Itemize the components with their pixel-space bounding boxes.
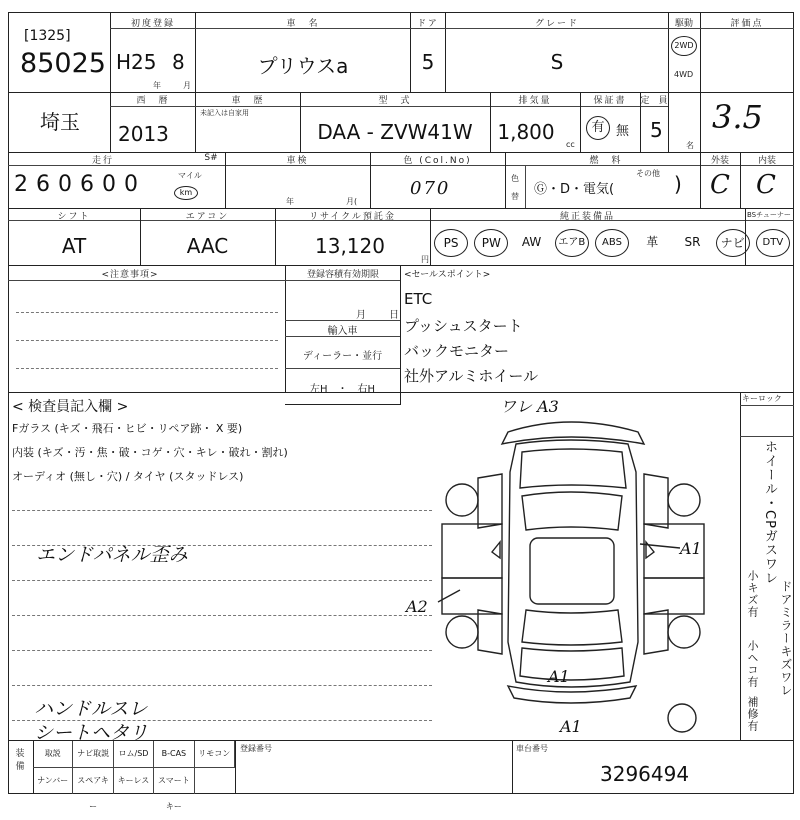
- drive-4wd: 4WD: [674, 70, 694, 79]
- mark-right: A1: [680, 539, 702, 558]
- equipment-item: DTV: [756, 229, 790, 257]
- fender-front-right: [644, 474, 668, 528]
- displacement-header: 排気量: [518, 96, 552, 106]
- recycle-header: リサイクル預託金: [309, 212, 396, 222]
- steer-label: 左H ・ 右H: [309, 384, 376, 395]
- model-header: 型 式: [378, 96, 412, 106]
- wheel-front-right: [668, 484, 700, 516]
- doors-header: ドア: [417, 19, 439, 29]
- warranty-header: 保証書: [593, 96, 627, 106]
- equipment-item: 革: [646, 235, 659, 249]
- notes-header: <注意事項>: [101, 270, 159, 280]
- spare-circle: [668, 704, 696, 732]
- inspector-line-3: オーディオ (無し・穴) / タイヤ (スタッドレス): [12, 470, 244, 483]
- lot-bracket: [1325]: [24, 28, 71, 44]
- bottom-equipment-cell: ナンバー: [33, 768, 73, 794]
- warranty-yes: 有: [586, 116, 610, 140]
- shift-value: AT: [61, 234, 87, 258]
- equipment-item: SR: [684, 235, 701, 249]
- side-text-mirror: ドアミラーキズワレ: [779, 580, 793, 697]
- rear-window: [522, 610, 622, 645]
- import-label: 輸入車: [327, 326, 358, 337]
- inspector-header: < 検査員記入欄 >: [12, 399, 129, 415]
- drive-2wd: 2WD: [671, 36, 697, 56]
- fuel-other: その他: [636, 169, 660, 178]
- bottom-equipment-cell: B-CAS: [154, 741, 194, 767]
- dealer-label: ディーラー・並行: [302, 351, 383, 362]
- sales-point-4: 社外アルミホイール: [404, 367, 539, 385]
- mark-rear: A1: [548, 667, 570, 686]
- reg-expiry-header: 登録容積有効期限: [306, 270, 379, 280]
- inspector-line-2: 内装 (キズ・汚・焦・破・コゲ・穴・キレ・破れ・割れ): [12, 446, 288, 459]
- sales-points-header: <セールスポイント>: [404, 270, 491, 280]
- reg-day-label: 日: [389, 310, 399, 321]
- equipment-item: ナビ: [716, 229, 750, 257]
- sales-point-3: バックモニター: [404, 342, 510, 360]
- grade-value: S: [550, 50, 564, 74]
- model-code: DAA - ZVW41W: [317, 120, 473, 144]
- equipment-item: ABS: [595, 229, 629, 257]
- month-unit: 月: [183, 81, 191, 90]
- bottom-equipment-cell: スペアキー: [73, 768, 113, 794]
- yen-unit: 円: [421, 255, 429, 264]
- roof: [530, 538, 614, 604]
- bs-tuner-header: BSチューナー: [747, 211, 791, 219]
- meter-flag: S#: [204, 153, 218, 163]
- register-number-header: 登録番号: [240, 744, 272, 753]
- warranty-no: 無: [616, 124, 630, 139]
- door-rear-right: [644, 578, 704, 614]
- equip-row-label: 装 備: [15, 749, 25, 772]
- year-unit: 年: [153, 81, 161, 90]
- trunk: [520, 648, 624, 680]
- car-damage-diagram: [406, 392, 740, 740]
- model-year: 2013: [118, 122, 169, 146]
- side-small-2: 小ヘコ有: [746, 640, 759, 688]
- bottom-equipment-cell: ナビ取説: [73, 741, 113, 767]
- inspection-month-unit: 月(: [346, 197, 358, 206]
- exterior-grade: C: [710, 170, 730, 200]
- interior-grade: C: [756, 170, 776, 200]
- equipment-item: AW: [521, 235, 542, 249]
- key-lock-header: キーロック: [742, 394, 782, 403]
- handwritten-note-1: エンドパネル歪み: [36, 544, 188, 566]
- aircon-header: エアコン: [185, 212, 230, 222]
- side-text-wheel: ホイール・CPガスワレ: [762, 440, 777, 585]
- aircon-value: AAC: [186, 234, 229, 258]
- bottom-equipment-cell: キーレス: [114, 768, 154, 794]
- capacity-value: 5: [650, 118, 663, 142]
- grade-header: グレード: [534, 19, 579, 29]
- car-name-header: 車 名: [286, 19, 320, 29]
- windshield: [522, 492, 622, 530]
- history-header: 車 歴: [231, 96, 265, 106]
- equipment-header: 純正装備品: [559, 212, 615, 222]
- handwritten-note-2: ハンドルスレ: [34, 698, 148, 720]
- score-header: 評価点: [730, 19, 764, 29]
- interior-header: 内装: [757, 156, 776, 166]
- chassis-number-header: 車台番号: [516, 744, 548, 753]
- equipment-list: [432, 227, 794, 261]
- wheel-front-left: [446, 484, 478, 516]
- inspection-header: 車検: [286, 156, 309, 166]
- cc-unit: cc: [566, 140, 575, 149]
- shift-header: シフト: [57, 212, 91, 222]
- mile-label: マイル: [178, 171, 202, 180]
- chassis-number: 3296494: [600, 762, 690, 786]
- fuel-close: ): [674, 172, 682, 196]
- bottom-items-row-1: [33, 741, 235, 767]
- inspector-line-1: Fガラス (キズ・飛石・ヒビ・リペア跡・ X 要): [12, 422, 243, 435]
- wheel-rear-right: [668, 616, 700, 648]
- mileage-value: 260600: [14, 172, 146, 197]
- drive-header: 駆動: [674, 19, 693, 29]
- wheel-rear-left: [446, 616, 478, 648]
- lot-number: 85025: [20, 48, 106, 79]
- first-reg-header: 初度登録: [130, 19, 175, 29]
- sales-point-1: ETC: [404, 290, 433, 308]
- fender-rear-left: [478, 610, 502, 654]
- mirror-left: [492, 542, 500, 558]
- inspection-year-unit: 年: [286, 197, 294, 206]
- capacity-header: 定 員: [640, 96, 668, 106]
- capacity-unit: 名: [686, 141, 694, 150]
- displacement-value: 1,800: [497, 120, 555, 144]
- mark-left: A2: [406, 597, 428, 616]
- equipment-item: エアB: [555, 229, 589, 257]
- bottom-equipment-cell: リモコン: [195, 741, 235, 767]
- year-west-header: 西 暦: [136, 96, 170, 106]
- color-change-label: 色 替: [511, 174, 519, 201]
- color-header: 色 (Col.No): [403, 156, 472, 166]
- door-rear-left: [442, 578, 502, 614]
- bottom-items-row-2: [33, 768, 235, 811]
- equipment-item: PW: [474, 229, 508, 257]
- mark-bottom: A1: [560, 717, 582, 736]
- mark-top: ワレ A3: [500, 397, 559, 416]
- hood: [520, 449, 626, 488]
- reg-month: 8: [172, 50, 185, 74]
- equipment-item: PS: [434, 229, 468, 257]
- reg-month-label: 月: [356, 310, 366, 321]
- mileage-header: 走行: [91, 156, 114, 166]
- car-name: プリウスa: [257, 54, 349, 78]
- fender-front-left: [478, 474, 502, 528]
- bottom-equipment-cell: ロム/SD: [114, 741, 154, 767]
- score-value: 3.5: [712, 98, 763, 136]
- exterior-header: 外装: [710, 156, 729, 166]
- region: 埼玉: [40, 110, 80, 134]
- color-number: 070: [410, 178, 451, 199]
- fender-rear-right: [644, 610, 668, 654]
- bottom-equipment-cell: スマートキー: [154, 768, 194, 794]
- doors-value: 5: [421, 50, 435, 74]
- sales-point-2: プッシュスタート: [404, 317, 523, 335]
- fuel-value: Ⓖ・D・電気(: [534, 182, 615, 197]
- handwritten-note-3: シートヘタリ: [34, 722, 149, 744]
- rear-bumper: [508, 686, 636, 703]
- km-label: km: [174, 186, 198, 200]
- side-small-1: 小キズ有: [746, 570, 759, 618]
- fuel-header: 燃 料: [589, 156, 623, 166]
- car-body: [508, 440, 638, 687]
- reg-era: H25: [116, 50, 157, 74]
- history-note: 未記入は自家用: [200, 109, 249, 117]
- recycle-value: 13,120: [315, 234, 385, 258]
- bottom-equipment-cell: 取説: [33, 741, 73, 767]
- side-small-3: 補修有: [746, 696, 759, 732]
